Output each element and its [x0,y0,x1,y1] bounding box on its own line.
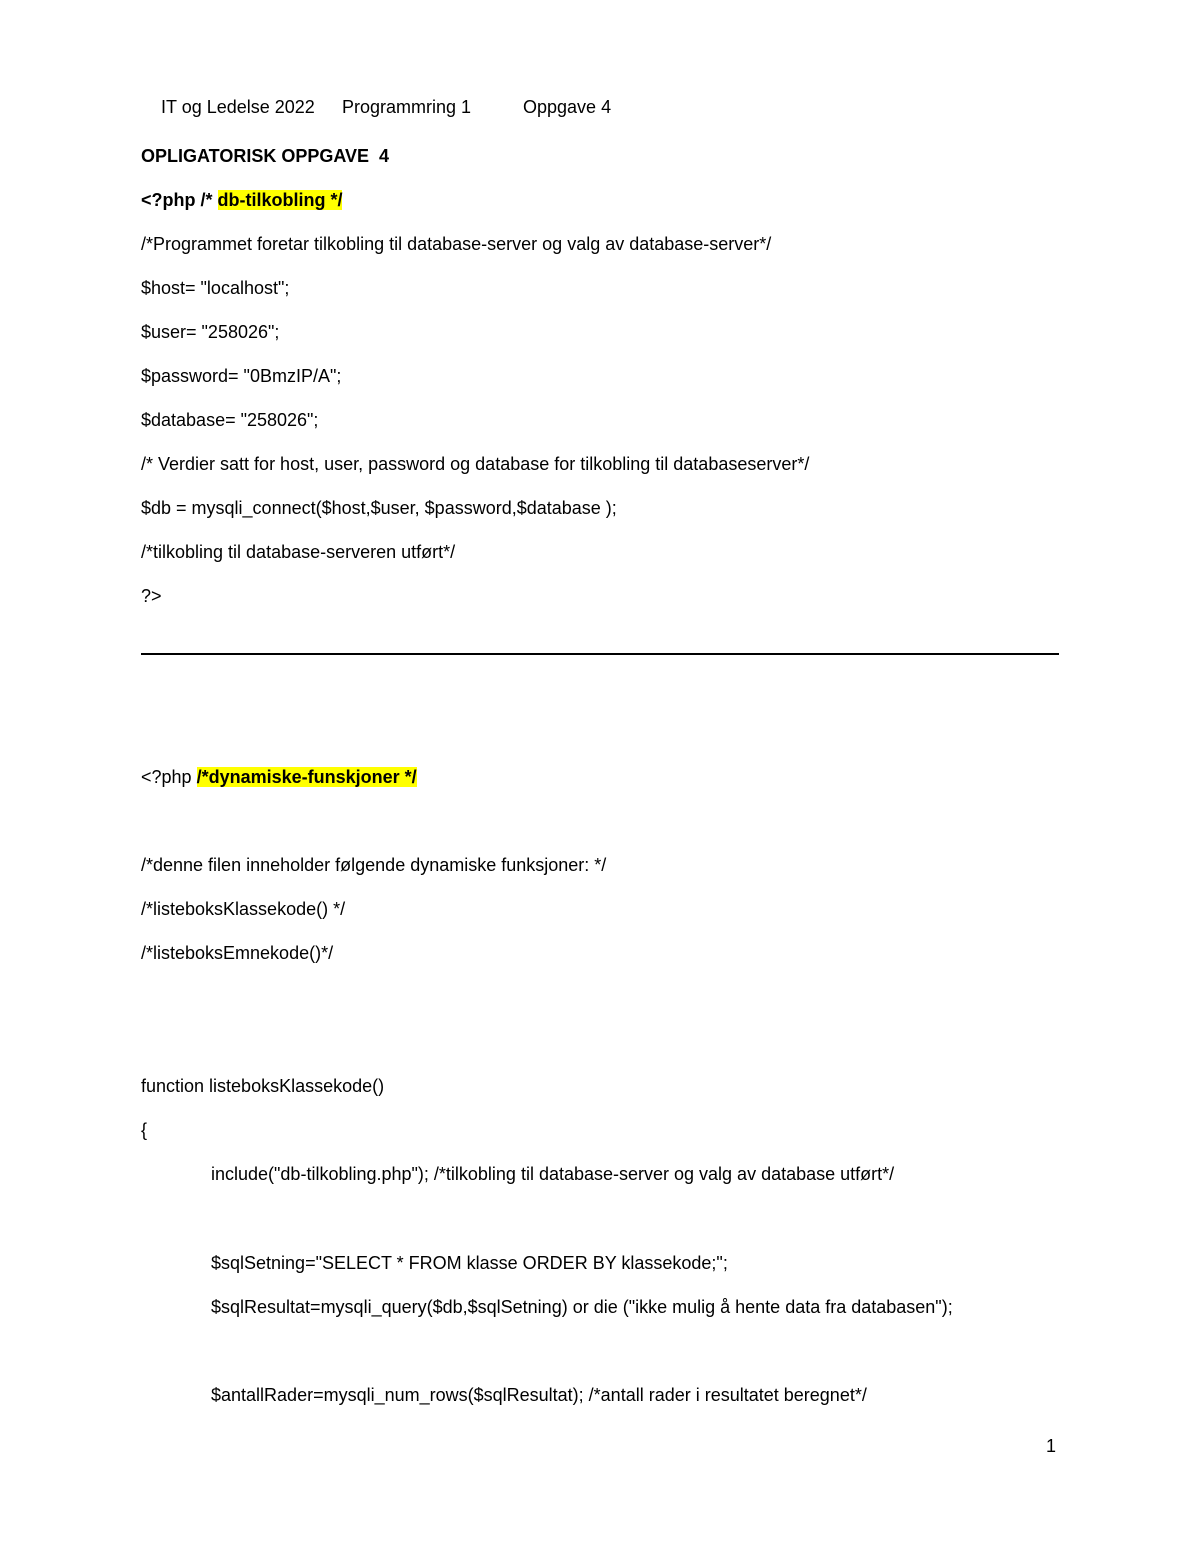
code-line: $db = mysqli_connect($host,$user, $password,$database ); [141,498,617,518]
highlighted-comment-db-tilkobling: db-tilkobling */ [217,190,343,210]
highlighted-comment-dynamiske-funskjoner: /*dynamiske-funskjoner */ [196,767,417,787]
code-line: ?> [141,586,162,606]
header-subject: Programmring 1 [342,97,472,117]
code-comment: /*listeboksKlassekode() */ [141,899,346,919]
code-line: $password= "0BmzIP/A"; [141,366,342,386]
page-number: 1 [1046,1436,1057,1456]
code-line-indented: $antallRader=mysqli_num_rows($sqlResultat); /*antall rader i resultatet beregnet*/ [211,1385,867,1405]
php-open-text: <?php /* [141,190,218,210]
code-line: /* Verdier satt for host, user, password og database for tilkobling til databaseserver*/ [141,454,810,474]
code-line: $database= "258026"; [141,410,319,430]
php-open-tag-funksjoner [141,766,417,788]
header-assignment: Oppgave 4 [523,97,612,117]
horizontal-divider [141,653,1059,655]
code-line-indented: include("db-tilkobling.php"); /*tilkobling til database-server og valg av database utført*/ [211,1164,895,1184]
php-open-tag-db [141,189,342,211]
code-line: /*tilkobling til database-serveren utført*/ [141,542,456,562]
code-line: $user= "258026"; [141,322,280,342]
code-line: $host= "localhost"; [141,278,290,298]
function-declaration: function listeboksKlassekode() [141,1076,385,1096]
code-line-indented: $sqlResultat=mysqli_query($db,$sqlSetning) or die ("ikke mulig å hente data fra databasen"); [211,1297,953,1317]
page-header [141,74,611,140]
document-title: OPLIGATORISK OPPGAVE 4 [141,146,390,166]
code-comment: /*listeboksEmnekode()*/ [141,943,334,963]
code-comment: /*denne filen inneholder følgende dynamiske funksjoner: */ [141,855,607,875]
php-open-text: <?php [141,767,197,787]
brace-open: { [141,1120,148,1140]
header-course: IT og Ledelse 2022 [161,97,315,117]
code-line-indented: $sqlSetning="SELECT * FROM klasse ORDER BY klassekode;"; [211,1253,728,1273]
code-line: /*Programmet foretar tilkobling til database-server og valg av database-server*/ [141,234,772,254]
